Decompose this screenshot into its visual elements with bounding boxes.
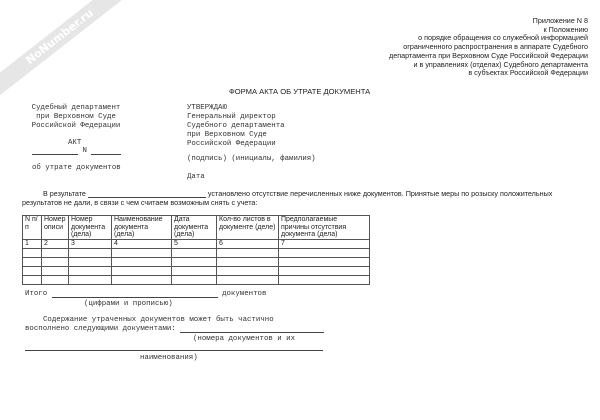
table-cell[interactable]: [112, 248, 172, 257]
table-cell[interactable]: [112, 275, 172, 284]
paragraph-line1: [43, 189, 552, 198]
table-cell[interactable]: [112, 257, 172, 266]
appendix-line: о порядке обращения со служебной информацией: [418, 33, 588, 43]
appendix-header: [389, 17, 588, 78]
appendix-line: в субъектах Российской Федерации: [468, 68, 588, 78]
table-row: [23, 248, 370, 257]
table-cell[interactable]: [217, 275, 279, 284]
table-header-row: [23, 216, 370, 240]
total-hint: (цифрами и прописью): [84, 300, 173, 308]
table-cell[interactable]: [217, 248, 279, 257]
appendix-line: и в управлениях (отделах) Судебного департамента: [413, 59, 588, 69]
total-field[interactable]: [52, 297, 218, 298]
table-number-row: [23, 239, 370, 248]
table-cell[interactable]: [279, 266, 370, 275]
org-line: Судебный департамент: [31, 104, 121, 112]
table-cell[interactable]: [42, 266, 69, 275]
act-label: АКТ: [68, 139, 82, 147]
restore-line2: [25, 325, 324, 333]
table-row: [23, 257, 370, 266]
total-suffix: документов: [222, 290, 267, 298]
table-cell[interactable]: [69, 266, 112, 275]
paragraph-line2: результатов не дали, в связи с чем считаем возможным снять с учета:: [22, 198, 258, 207]
header-cell: Дата документа (дела): [172, 216, 217, 240]
appendix-line: Приложение N 8: [532, 16, 588, 25]
table-cell[interactable]: [23, 248, 42, 257]
table-cell[interactable]: [172, 257, 217, 266]
restore-line1: Содержание утраченных документов может быть частично: [43, 316, 274, 324]
number-cell: 3: [69, 239, 112, 248]
table-cell[interactable]: [69, 257, 112, 266]
total-row: [25, 290, 266, 298]
approval-line: Судебного департамента: [187, 122, 285, 130]
table-cell[interactable]: [42, 275, 69, 284]
number-sign: N: [82, 147, 87, 155]
number-cell: 7: [279, 239, 370, 248]
appendix-line: к Положению: [543, 24, 588, 34]
table-cell[interactable]: [69, 275, 112, 284]
table-cell[interactable]: [172, 248, 217, 257]
table-row: [23, 275, 370, 284]
act-number-row: [32, 147, 121, 155]
org-block: [28, 104, 124, 131]
table-cell[interactable]: [279, 248, 370, 257]
appendix-line: департамента при Верховном Суде Российской Федерации: [389, 50, 588, 60]
number-cell: 2: [42, 239, 69, 248]
number-cell: 5: [172, 239, 217, 248]
act-number-field[interactable]: [91, 154, 121, 155]
table-cell[interactable]: [279, 257, 370, 266]
table-cell[interactable]: [279, 275, 370, 284]
header-cell: N п/п: [23, 216, 42, 240]
table-cell[interactable]: [172, 275, 217, 284]
org-line: при Верховном Суде: [36, 113, 116, 121]
header-cell: Номер описи: [42, 216, 69, 240]
number-cell: 1: [23, 239, 42, 248]
table-cell[interactable]: [42, 248, 69, 257]
paragraph-prefix: В результате: [43, 189, 86, 198]
restore-hint1: (номера документов и их: [193, 335, 296, 343]
header-cell: Кол-во листов в документе (деле): [217, 216, 279, 240]
total-label: Итого: [25, 290, 48, 298]
table-cell[interactable]: [23, 257, 42, 266]
watermark: NoNumber.ru: [0, 0, 144, 106]
restore-label: восполнено следующими документами:: [25, 325, 176, 333]
paragraph-suffix: установлено отсутствие перечисленных ниже документов. Принятые меры по розыску положительных: [207, 189, 553, 198]
table-row: [23, 266, 370, 275]
approval-line: УТВЕРЖДАЮ: [187, 104, 227, 112]
number-cell: 4: [112, 239, 172, 248]
date-label: Дата: [187, 173, 205, 181]
table-cell[interactable]: [69, 248, 112, 257]
restore-field[interactable]: [180, 332, 324, 333]
table-cell[interactable]: [42, 257, 69, 266]
header-cell: Предполагаемые причины отсутствия документа (дела): [279, 216, 370, 240]
signature-hint: (подпись) (инициалы, фамилия): [187, 155, 316, 163]
table-cell[interactable]: [112, 266, 172, 275]
restore-hint2: наименования): [140, 354, 198, 362]
approval-block: [187, 104, 285, 149]
act-subject: об утрате документов: [32, 164, 121, 172]
table-cell[interactable]: [23, 266, 42, 275]
form-title: ФОРМА АКТА ОБ УТРАТЕ ДОКУМЕНТА: [229, 87, 371, 96]
approval-line: Российской Федерации: [187, 140, 276, 148]
table-cell[interactable]: [23, 275, 42, 284]
lost-documents-table: [22, 215, 370, 285]
approval-line: при Верховном Суде: [187, 131, 267, 139]
header-cell: Наименование документа (дела): [112, 216, 172, 240]
org-line: Российской Федерации: [31, 122, 121, 130]
table-cell[interactable]: [217, 257, 279, 266]
restore-field-2[interactable]: [25, 350, 323, 351]
header-cell: Номер документа (дела): [69, 216, 112, 240]
act-date-field[interactable]: [32, 154, 78, 155]
table-cell[interactable]: [172, 266, 217, 275]
appendix-line: ограниченного распространения в аппарате Судебного: [403, 42, 588, 52]
number-cell: 6: [217, 239, 279, 248]
approval-line: Генеральный директор: [187, 113, 276, 121]
table-cell[interactable]: [217, 266, 279, 275]
